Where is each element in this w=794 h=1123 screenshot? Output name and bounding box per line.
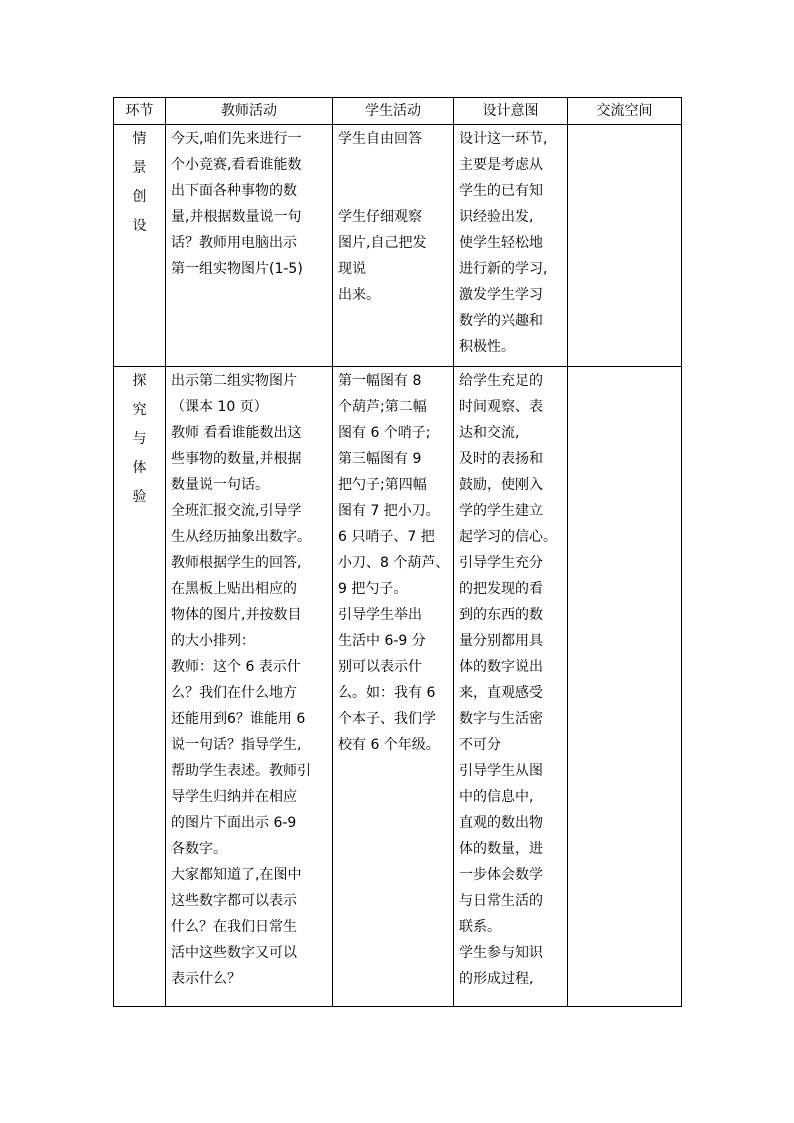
cell-text-line: 数字与生活密 [459,711,543,727]
cell-text-line: 验 [132,489,147,505]
cell-text-line: 今天,咱们先来进行一 [171,131,302,147]
cell-text-line: 数量说一句话。 [171,477,269,493]
cell-text-line: 各数字。 [171,841,227,857]
cell-text-line: 主要是考虑从 [459,157,543,173]
cell-text-line: 个小竞赛,看看谁能数 [171,157,302,173]
header-row [114,98,682,125]
cell-text-line: 体 [132,460,147,476]
cell-text-line: 与日常生活的 [459,893,543,909]
cell-text-line: 么。如：我有 6 [338,685,436,701]
cell-text-line: 与 [132,431,147,447]
cell-text-line: 出来。 [338,287,380,303]
cell-text-line [338,152,449,178]
cell-text-line: 引导学生从图 [459,763,543,779]
cell-text-line: 学生参与知识 [459,945,543,961]
cell-text-line: 出示第二组实物图片 [171,373,297,389]
cell-text-line: 教师 看看谁能数出这 [171,425,302,441]
cell-text-line: 还能用到6？谁能用 6 [171,711,306,727]
discussion-space-cell [568,367,682,1007]
cell-text-line: 第一组实物图片(1-5) [171,261,303,277]
cell-text-line: 什么？在我们日常生 [171,919,297,935]
cell-text-line: 生从经历抽象出数字。 [171,529,311,545]
cell-text-line: 图有 6 个哨子; [338,425,431,441]
cell-text-line: 第一幅图有 8 [338,373,422,389]
stage-cell [114,367,166,1007]
cell-text-line: 全班汇报交流,引导学 [171,503,302,519]
cell-text-line: 大家都知道了,在图中 [171,867,302,883]
cell-text-line: 量,并根据数量说一句 [171,209,302,225]
cell-text-line: 的形成过程, [459,971,534,987]
cell-text-line: 情 [132,131,147,147]
cell-text-line: 及时的表扬和 [459,451,543,467]
cell-text-line: 景 [132,160,147,176]
cell-text-line: 9 把勺子。 [338,581,408,597]
cell-text-line: 个葫芦;第二幅 [338,399,427,415]
cell-text-line: 把勺子;第四幅 [338,477,427,493]
cell-text-line: 积极性。 [459,339,515,355]
cell-text-line: 的图片下面出示 6-9 [171,815,297,831]
cell-text-line: 量分别都用具 [459,633,543,649]
cell-text-line: 现说 [338,261,366,277]
cell-text-line: 图片,自己把发 [338,235,427,251]
cell-text-line: 的把发现的看 [459,581,543,597]
cell-text-line: 中的信息中, [459,789,534,805]
cell-text-line: 不可分 [459,737,501,753]
table-row [114,125,682,367]
cell-text-line: 生活中 6-9 分 [338,633,426,649]
cell-text-line: 进行新的学习, [459,261,548,277]
cell-text-line: 体的数量，进 [459,841,543,857]
cell-text-line: 教师：这个 6 表示什 [171,659,301,675]
cell-text-line: 个本子、我们学 [338,711,436,727]
cell-text-line: 识经验出发, [459,209,534,225]
header-discussion-space: 交流空间 [568,98,682,125]
cell-text-line: 体的数字说出 [459,659,543,675]
cell-text-line: 物体的图片,并按数目 [171,607,302,623]
header-design-intent: 设计意图 [454,98,568,125]
table-row [114,367,682,1007]
lesson-plan-table [113,97,682,1007]
header-teacher-activity: 教师活动 [166,98,333,125]
cell-text-line: 鼓励，使刚入 [459,477,543,493]
cell-text-line: 说一句话？指导学生, [171,737,302,753]
cell-text-line: 6 只哨子、7 把 [338,529,435,545]
cell-text-line: 激发学生学习 [459,287,543,303]
cell-text-line: 设计这一环节, [459,131,548,147]
cell-text-line: 导学生归纳并在相应 [171,789,297,805]
cell-text-line: 数学的兴趣和 [459,313,543,329]
cell-text-line: 创 [132,189,147,205]
cell-text-line: 这些数字都可以表示 [171,893,297,909]
cell-text-line: 联系。 [459,919,501,935]
cell-text-line: 的大小排列： [171,633,255,649]
cell-text-line: 使学生轻松地 [459,235,543,251]
header-student-activity: 学生活动 [333,98,454,125]
teacher-activity-cell [166,125,333,367]
cell-text-line: 第三幅图有 9 [338,451,422,467]
cell-text-line: 表示什么？ [171,971,241,987]
cell-text-line: 究 [132,402,147,418]
stage-cell [114,125,166,367]
cell-text-line: 探 [132,373,147,389]
teacher-activity-cell [166,367,333,1007]
cell-text-line: 学的学生建立 [459,503,543,519]
cell-text-line: 么？我们在什么地方 [171,685,297,701]
cell-text-line: 校有 6 个年级。 [338,737,440,753]
cell-text-line: 引导学生举出 [338,607,422,623]
cell-text-line: 出下面各种事物的数 [171,183,297,199]
design-intent-cell [454,125,568,367]
cell-text-line: 直观的数出物 [459,815,543,831]
student-activity-cell [333,367,454,1007]
cell-text-line [338,178,449,204]
cell-text-line: 学生的已有知 [459,183,543,199]
cell-text-line: 活中这些数字又可以 [171,945,297,961]
cell-text-line: 别可以表示什 [338,659,422,675]
design-intent-cell [454,367,568,1007]
cell-text-line: 到的东西的数 [459,607,543,623]
cell-text-line: 来，直观感受 [459,685,543,701]
cell-text-line: 教师根据学生的回答, [171,555,302,571]
header-stage: 环节 [114,98,166,125]
cell-text-line: 在黑板上贴出相应的 [171,581,297,597]
cell-text-line: 图有 7 把小刀。 [338,503,440,519]
cell-text-line: 时间观察、表 [459,399,543,415]
cell-text-line: 些事物的数量,并根据 [171,451,302,467]
cell-text-line: 起学习的信心。 [459,529,557,545]
cell-text-line: 引导学生充分 [459,555,543,571]
cell-text-line: 一步体会数学 [459,867,543,883]
cell-text-line: 小刀、8 个葫芦、 [338,555,449,571]
student-activity-cell [333,125,454,367]
cell-text-line: 给学生充足的 [459,373,543,389]
cell-text-line: 达和交流, [459,425,520,441]
cell-text-line: 学生自由回答 [338,131,422,147]
cell-text-line: 设 [132,218,147,234]
cell-text-line: 学生仔细观察 [338,209,422,225]
discussion-space-cell [568,125,682,367]
cell-text-line: 话？教师用电脑出示 [171,235,297,251]
cell-text-line: （课本 10 页） [171,399,268,415]
cell-text-line: 帮助学生表述。教师引 [171,763,311,779]
